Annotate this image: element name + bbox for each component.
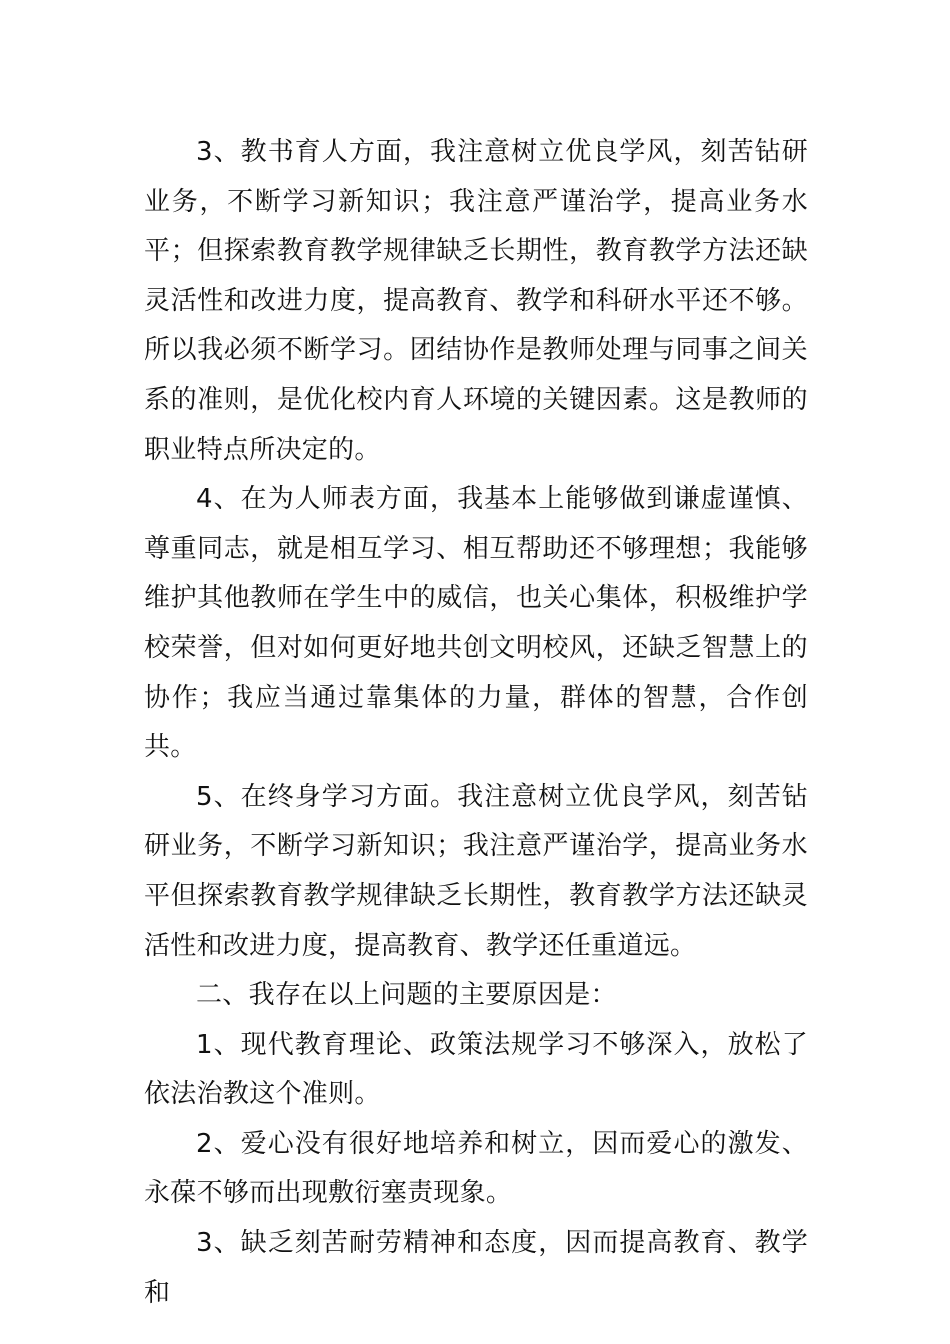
paragraph-reason-3: 3、缺乏刻苦耐劳精神和态度，因而提高教育、教学和 xyxy=(144,1228,808,1308)
paragraph-reason-1: 1、现代教育理论、政策法规学习不够深入，放松了依法治教这个准则。 xyxy=(144,1029,808,1110)
paragraph-lifelong-learning: 5、在终身学习方面。我注意树立优良学风，刻苦钻研业务，不断学习新知识；我注意严谨治学，提高业务水平但探索教育教学规律缺乏长期性，教育教学方法还缺灵活性和改进力度，提高教育、教学还任重道远。 xyxy=(144,781,808,961)
section-heading-main-reasons: 二、我存在以上问题的主要原因是： xyxy=(196,980,617,1011)
document-body xyxy=(144,128,808,1318)
paragraph-reason-2: 2、爱心没有很好地培养和树立，因而爱心的激发、永葆不够而出现敷衍塞责现象。 xyxy=(144,1128,808,1209)
paragraph-role-model: 4、在为人师表方面，我基本上能够做到谦虚谨慎、尊重同志，就是相互学习、相互帮助还不够理想；我能够维护其他教师在学生中的威信，也关心集体，积极维护学校荣誉，但对如何更好地共创文明校风，还缺乏智慧上的协作；我应当通过靠集体的力量，群体的智慧，合作创共。 xyxy=(144,484,808,763)
paragraph-teaching-and-educating: 3、教书育人方面，我注意树立优良学风，刻苦钻研业务，不断学习新知识；我注意严谨治学，提高业务水平；但探索教育教学规律缺乏长期性，教育教学方法还缺灵活性和改进力度，提高教育、教学和科研水平还不够。所以我必须不断学习。团结协作是教师处理与同事之间关系的准则，是优化校内育人环境的关键因素。这是教师的职业特点所决定的。 xyxy=(144,137,808,465)
